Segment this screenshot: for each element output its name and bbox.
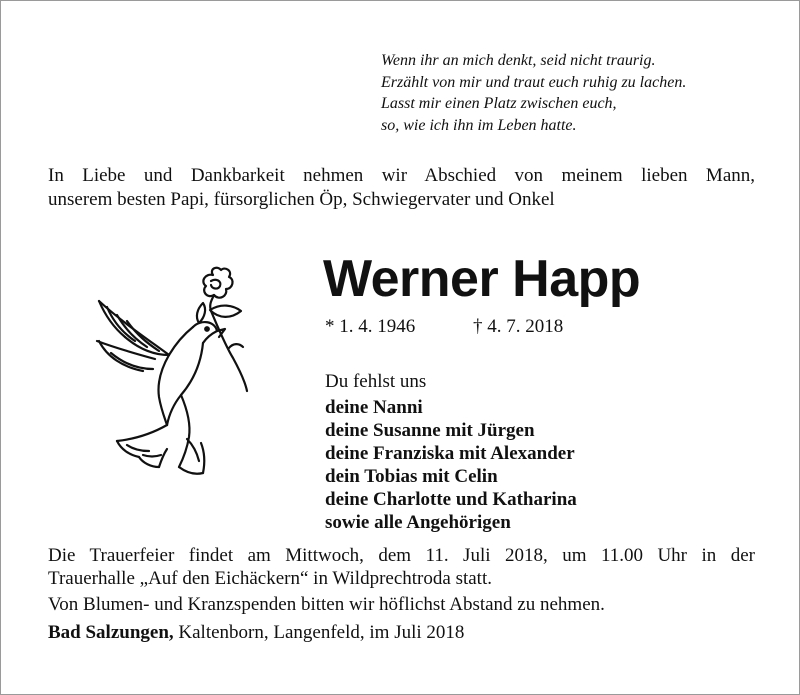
intro-line: unserem besten Papi, fürsorglichen Öp, Schwiegervater und Onkel [48, 189, 555, 210]
funeral-details [48, 544, 755, 590]
mourners-intro: Du fehlst uns [325, 371, 427, 392]
poem [381, 50, 781, 136]
intro-text [48, 164, 755, 212]
birth-date: * 1. 4. 1946 [325, 316, 416, 337]
mourner-name: deine Charlotte und Katharina [325, 489, 577, 510]
mourner-name: deine Franziska mit Alexander [325, 443, 575, 464]
funeral-line: Die Trauerfeier findet am Mittwoch, dem 11. Juli 2018, um 11.00 Uhr in der [48, 545, 755, 566]
poem-line: Erzählt von mir und traut euch ruhig zu lachen. [381, 73, 687, 91]
dove-with-rose-icon [83, 263, 263, 485]
life-dates [325, 315, 564, 339]
poem-line: so, wie ich ihn im Leben hatte. [381, 116, 577, 134]
place-main: Bad Salzungen, [48, 622, 174, 643]
mourner-name: sowie alle Angehörigen [325, 512, 511, 533]
mourner-name: deine Susanne mit Jürgen [325, 420, 535, 441]
place-rest: Kaltenborn, Langenfeld, im Juli 2018 [173, 622, 465, 643]
funeral-line: Trauerhalle „Auf den Eichäckern“ in Wildprechtroda statt. [48, 568, 492, 589]
place-and-date [48, 621, 755, 644]
mourner-name: deine Nanni [325, 397, 423, 418]
intro-line: In Liebe und Dankbarkeit nehmen wir Abschied von meinem lieben Mann, [48, 165, 755, 186]
poem-line: Wenn ihr an mich denkt, seid nicht traurig. [381, 52, 656, 69]
deceased-name: Werner Happ [323, 250, 641, 308]
death-date: † 4. 7. 2018 [473, 316, 564, 337]
poem-line: Lasst mir einen Platz zwischen euch, [381, 95, 617, 112]
flowers-note: Von Blumen- und Kranzspenden bitten wir höflichst Abstand zu nehmen. [48, 594, 605, 615]
mourners-list [325, 396, 577, 534]
mourner-name: dein Tobias mit Celin [325, 466, 498, 487]
